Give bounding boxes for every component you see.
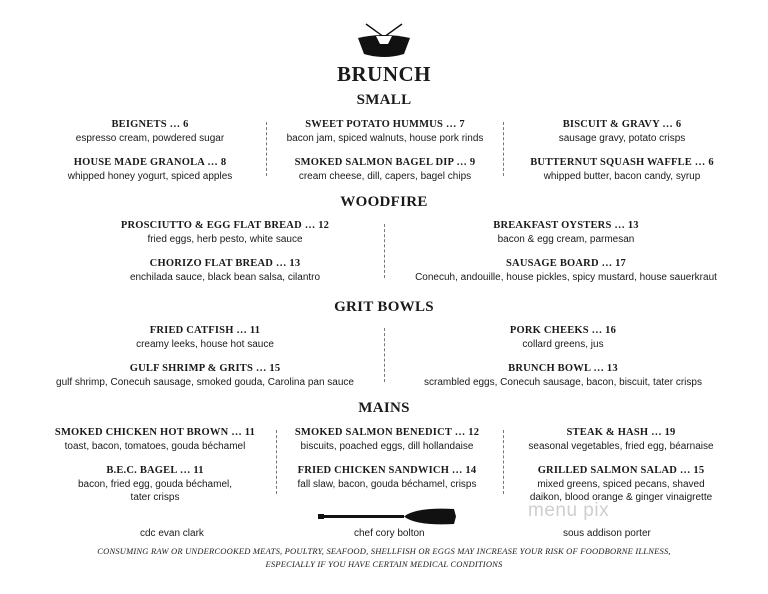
menu-item-name: CHORIZO FLAT BREAD … 13 [149, 258, 301, 269]
menu-item-description: seasonal vegetables, fried egg, béarnaise [528, 441, 714, 452]
menu-item-name: SMOKED CHICKEN HOT BROWN … 11 [54, 427, 256, 438]
menu-item-name: GRILLED SALMON SALAD … 15 [537, 465, 705, 476]
menu-item-description: cream cheese, dill, capers, bagel chips [298, 171, 472, 182]
menu-item-name: PORK CHEEKS … 16 [509, 325, 617, 336]
staff-cdc: cdc evan clark [140, 528, 204, 539]
menu-item-name: PROSCIUTTO & EGG FLAT BREAD … 12 [120, 220, 330, 231]
menu-item [40, 118, 260, 145]
menu-item-description: whipped honey yogurt, spiced apples [67, 171, 233, 182]
menu-item-name: BREAKFAST OYSTERS … 13 [493, 220, 639, 231]
menu-item-description: biscuits, poached eggs, dill hollandaise [300, 441, 474, 452]
column-divider [384, 328, 385, 382]
menu-item [40, 426, 270, 453]
menu-item-name: FRIED CHICKEN SANDWICH … 14 [297, 465, 477, 476]
menu-item-description: Conecuh, andouille, house pickles, spicy mustard, house sauerkraut [415, 272, 717, 283]
menu-item [40, 156, 260, 183]
menu-item [396, 257, 736, 284]
menu-item [272, 156, 498, 183]
boat-logo-icon [354, 20, 414, 60]
disclaimer-line: CONSUMING RAW OR UNDERCOOKED MEATS, POULTRY, SEAFOOD, SHELLFISH OR EGGS MAY INCREASE YOUR RISK OF FOODBORNE ILLNESS, [97, 546, 671, 556]
menu-item [40, 362, 370, 389]
mains-column-2 [276, 426, 498, 502]
watermark: menu pix [528, 500, 610, 521]
menu-item-name: GULF SHRIMP & GRITS … 15 [129, 363, 281, 374]
menu-item-name: BISCUIT & GRAVY … 6 [562, 119, 682, 130]
menu-item-description: sausage gravy, potato crisps [558, 133, 686, 144]
menu-item [508, 156, 736, 183]
menu-item-name: SWEET POTATO HUMMUS … 7 [305, 119, 465, 130]
menu-item [40, 324, 370, 351]
menu-item-name: SAUSAGE BOARD … 17 [506, 258, 626, 269]
menu-item [506, 464, 736, 504]
menu-item-description: enchilada sauce, black bean salsa, cilantro [129, 272, 321, 283]
menu-item-name: FRIED CATFISH … 11 [149, 325, 261, 336]
menu-item-name: STEAK & HASH … 19 [566, 427, 676, 438]
menu-item-description: bacon jam, spiced walnuts, house pork rinds [286, 133, 484, 144]
disclaimer-line: ESPECIALLY IF YOU HAVE CERTAIN MEDICAL CONDITIONS [265, 559, 503, 569]
menu-item-name: BEIGNETS … 6 [111, 119, 189, 130]
menu-item [276, 464, 498, 491]
menu-item-description: bacon & egg cream, parmesan [497, 234, 635, 245]
menu-item [506, 426, 736, 453]
column-divider [503, 430, 504, 494]
section-heading-mains: MAINS [358, 400, 410, 416]
oar-icon [318, 505, 458, 527]
menu-item-name: BUTTERNUT SQUASH WAFFLE … 6 [530, 157, 714, 168]
woodfire-column-1 [80, 219, 370, 295]
menu-item-description: whipped butter, bacon candy, syrup [543, 171, 701, 182]
small-column-1 [40, 118, 260, 194]
grit-bowls-column-1 [40, 324, 370, 400]
staff-sous: sous addison porter [563, 528, 651, 539]
column-divider [266, 122, 267, 176]
menu-item-name: SMOKED SALMON BAGEL DIP … 9 [294, 157, 476, 168]
menu-item-description: creamy leeks, house hot sauce [136, 339, 274, 350]
menu-item-description: espresso cream, powdered sugar [75, 133, 225, 144]
menu-item-name: HOUSE MADE GRANOLA … 8 [73, 157, 227, 168]
small-column-2 [272, 118, 498, 194]
staff-chef: chef cory bolton [354, 528, 425, 539]
mains-column-1 [40, 426, 270, 515]
woodfire-column-2 [396, 219, 736, 295]
disclaimer [0, 545, 768, 571]
menu-item-description: gulf shrimp, Conecuh sausage, smoked gouda, Carolina pan sauce [56, 377, 354, 388]
menu-item-description: fried eggs, herb pesto, white sauce [147, 234, 303, 245]
menu-item-description: toast, bacon, tomatoes, gouda béchamel [64, 441, 246, 452]
column-divider [503, 122, 504, 176]
menu-item [508, 118, 736, 145]
menu-item [276, 426, 498, 453]
menu-item-description: fall slaw, bacon, gouda béchamel, crisps [297, 479, 477, 490]
section-heading-grit-bowls: GRIT BOWLS [334, 299, 434, 315]
menu-item-description: scrambled eggs, Conecuh sausage, bacon, biscuit, tater crisps [424, 377, 702, 388]
menu-item [80, 257, 370, 284]
menu-item-description: mixed greens, spiced pecans, shaved [537, 479, 705, 490]
menu-item [80, 219, 370, 246]
menu-item [396, 219, 736, 246]
column-divider [384, 224, 385, 278]
menu-item [40, 464, 270, 504]
menu-item [272, 118, 498, 145]
menu-item-name: SMOKED SALMON BENEDICT … 12 [294, 427, 480, 438]
section-heading-small: SMALL [356, 92, 412, 108]
menu-item-name: B.E.C. BAGEL … 11 [106, 465, 204, 476]
small-column-3 [508, 118, 736, 194]
menu-item-description: bacon, fried egg, gouda béchamel, [78, 479, 232, 490]
menu-item [398, 362, 728, 389]
menu-title: BRUNCH [336, 62, 431, 86]
section-heading-woodfire: WOODFIRE [340, 194, 428, 210]
menu-item-description: daikon, blood orange & ginger vinaigrette [529, 492, 713, 503]
menu-item-description: tater crisps [130, 492, 180, 503]
menu-item-name: BRUNCH BOWL … 13 [508, 363, 618, 374]
menu-item-description: collard greens, jus [522, 339, 604, 350]
grit-bowls-column-2 [398, 324, 728, 400]
menu-item [398, 324, 728, 351]
